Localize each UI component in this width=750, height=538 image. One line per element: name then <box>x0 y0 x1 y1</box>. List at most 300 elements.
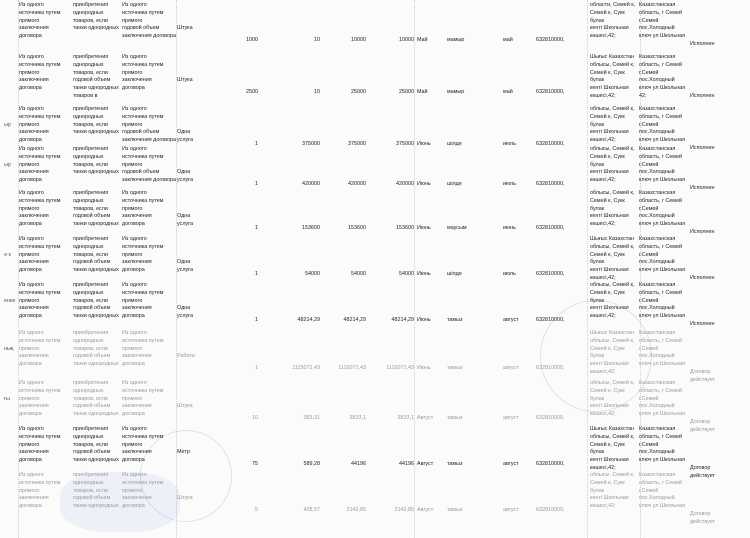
cell-addr <box>590 236 646 283</box>
cell-line: Казахстанская <box>639 236 676 242</box>
cell-unit <box>177 129 207 145</box>
cell-line: источника путем <box>19 243 61 250</box>
cell-line: Одна <box>177 213 191 220</box>
cell-mark: ыр <box>4 121 11 128</box>
cell-line: прямого <box>19 345 40 352</box>
cell-line: годовой объем <box>73 259 111 266</box>
cell-mark: енке <box>4 297 16 304</box>
cell-line: ключ ул Школьная <box>639 313 686 320</box>
cell-line: Семей к, Сукк <box>590 479 625 486</box>
cell-line: источника путем <box>19 153 61 160</box>
cell-line: Казахстанская <box>639 472 676 478</box>
cell-line: заключения <box>19 305 49 312</box>
cell-line: облысы, Семей к, <box>590 472 635 478</box>
cell-dest <box>639 282 697 321</box>
cell-line: Семей к, Сукк <box>590 441 625 448</box>
cell-line: область, г Семей <box>639 61 683 68</box>
cell-line: облысы, Семей к, <box>590 433 635 440</box>
cell-addr <box>590 2 646 41</box>
cell-line: годовой объем <box>122 169 160 176</box>
cell-line: облысы, Семей к, <box>590 106 635 112</box>
cell-line: приобретения <box>73 380 109 386</box>
cell-line: приобретения <box>73 282 109 288</box>
cell-line: источника путем <box>122 113 164 120</box>
cell-kato: 632810000, <box>536 37 565 43</box>
cell-line: көшесі,42; <box>590 503 616 510</box>
cell-line: пос.Холодный <box>639 77 675 84</box>
cell-src <box>19 190 73 229</box>
cell-line: прямого <box>122 345 143 352</box>
cell-line: область, г Семей <box>639 387 683 394</box>
cell-line: Шығыс Казахстан <box>590 236 635 242</box>
cell-line: товаров, если <box>73 121 108 128</box>
cell-basis <box>122 236 178 275</box>
cell-line: источника путем <box>122 197 164 204</box>
cell-unit <box>177 449 207 457</box>
cell-line: Из одного <box>19 190 44 196</box>
cell-line: Из одного <box>19 2 44 8</box>
cell-kato: 632810000, <box>536 461 565 467</box>
cell-line: ключ ул Школьная <box>639 85 686 92</box>
cell-line: прямого <box>19 251 40 258</box>
cell-line: договора <box>122 411 145 418</box>
cell-line: Семей к, Сукк <box>590 69 625 76</box>
cell-line: Договор <box>690 511 711 517</box>
cell-line: пос.Холодный <box>639 403 675 410</box>
cell-line: Штука <box>177 403 193 410</box>
cell-line: область, г Семей <box>639 9 683 16</box>
cell-line: Из одного <box>19 330 44 336</box>
cell-line: приобретения <box>73 190 109 196</box>
cell-line: прямого <box>19 205 40 212</box>
cell-line: заключения <box>19 495 49 502</box>
cell-line: Шығыс Казахстан <box>590 54 635 60</box>
cell-qty: 1 <box>255 271 258 277</box>
cell-line: көшесі,42; <box>590 137 616 144</box>
cell-line: товаров, если <box>73 487 108 494</box>
cell-line: приобретения <box>73 330 109 336</box>
cell-line: пос.Холодный <box>639 495 675 502</box>
cell-line: Договор <box>690 419 711 425</box>
cell-sum2: 420000 <box>396 181 414 187</box>
cell-sum2: 3833,1 <box>397 415 414 421</box>
cell-line: заключения <box>122 449 152 456</box>
cell-line: прямого <box>122 161 143 168</box>
cell-line: Семей к, Сукк <box>590 387 625 394</box>
cell-line: Казахстанская <box>639 54 676 60</box>
cell-line: кенті Школьная <box>590 85 629 92</box>
cell-m2: маусым <box>447 225 467 231</box>
cell-dest <box>639 54 697 101</box>
cell-line: прямого <box>19 121 40 128</box>
cell-line: источника путем <box>19 289 61 296</box>
cell-line: источника путем <box>122 289 164 296</box>
cell-dest <box>639 330 697 369</box>
cell-line: договора <box>19 33 42 40</box>
cell-line: заключения договора <box>122 33 176 40</box>
cell-line: Казахстанская <box>639 2 676 8</box>
cell-line: пос.Холодный <box>639 305 675 312</box>
cell-m2: шілде <box>447 271 462 277</box>
cell-unit <box>177 213 207 229</box>
cell-line: Одна <box>177 259 191 266</box>
cell-m2: шілде <box>447 141 462 147</box>
cell-src <box>19 146 73 185</box>
cell-line: Из одного <box>122 236 147 242</box>
cell-line: заключения <box>19 259 49 266</box>
cell-line: годовой объем <box>73 213 111 220</box>
cell-line: булак <box>590 121 605 128</box>
cell-line: договора <box>122 313 145 320</box>
cell-line: область, г Семей <box>639 243 683 250</box>
cell-desc <box>73 426 123 465</box>
cell-line: Исполнен <box>690 41 715 47</box>
cell-line: Из одного <box>122 380 147 386</box>
cell-line: договора <box>122 85 145 92</box>
cell-desc <box>73 146 123 177</box>
cell-kato: 632810000, <box>536 415 565 421</box>
cell-line: ключ ул Школьная <box>639 457 686 464</box>
cell-line: пос.Холодный <box>639 129 675 136</box>
cell-line: кенті Школьная <box>590 495 629 502</box>
cell-basis <box>122 54 178 93</box>
cell-line: Из одного <box>122 54 147 60</box>
cell-line: годовой объем <box>73 403 111 410</box>
cell-line: область, г Семей <box>639 433 683 440</box>
cell-line: булак <box>590 17 605 24</box>
cell-basis <box>122 146 178 185</box>
cell-line: көшесі,42; <box>590 313 616 320</box>
cell-line: көшесі,42; <box>590 92 616 99</box>
cell-line: Из одного <box>122 106 147 112</box>
cell-line: г.Семей <box>639 121 659 128</box>
cell-qty: 5 <box>255 507 258 513</box>
cell-line: ключ ул Школьная <box>639 137 686 144</box>
cell-line: заключения договора <box>122 177 176 184</box>
cell-line: договора <box>19 503 42 510</box>
cell-price: 1115071,43 <box>292 365 320 371</box>
cell-sum1: 3833,1 <box>349 415 366 421</box>
cell-src <box>19 426 73 465</box>
cell-unit <box>177 353 207 361</box>
cell-desc <box>73 190 123 229</box>
cell-sum1: 2142,85 <box>346 507 366 513</box>
cell-line: приобретения <box>73 54 109 60</box>
cell-dest <box>639 236 697 275</box>
cell-line: Из одного <box>122 426 147 432</box>
cell-addr <box>590 380 646 419</box>
cell-line: товаров, если <box>73 17 108 24</box>
cell-m3: август <box>503 365 519 371</box>
cell-desc <box>73 106 123 137</box>
cell-line: танки однородных <box>73 25 119 32</box>
cell-line: пос.Холодный <box>639 169 675 176</box>
cell-line: источника путем <box>19 433 61 440</box>
cell-line: источника путем <box>122 387 164 394</box>
cell-m2: тамыз <box>447 317 463 323</box>
cell-line: источника путем <box>122 337 164 344</box>
cell-line: көшесі,42; <box>590 221 616 228</box>
cell-line: договора <box>19 361 42 368</box>
cell-m3: июль <box>503 141 516 147</box>
cell-line: однородных <box>73 243 104 250</box>
cell-line: танки однородных <box>73 267 119 274</box>
cell-line: область, г Семей <box>639 289 683 296</box>
cell-line: облысы, Семей к, <box>590 282 635 288</box>
cell-line: Из одного <box>122 330 147 336</box>
cell-line: прямого <box>122 121 143 128</box>
cell-price: 54000 <box>305 271 320 277</box>
cell-line: Семей к, Сукк <box>590 289 625 296</box>
cell-line: танки однородных <box>73 129 119 136</box>
cell-line: кенті Школьная <box>590 457 629 464</box>
cell-line: г.Семей <box>639 17 659 24</box>
cell-line: Казахстанская <box>639 380 676 386</box>
cell-line: Из одного <box>19 54 44 60</box>
cell-price: 589,28 <box>303 461 320 467</box>
cell-line: приобретения <box>73 236 109 242</box>
cell-status <box>690 511 748 527</box>
cell-line: годовой объем <box>73 77 111 84</box>
cell-line: приобретения <box>73 146 109 152</box>
column-rule <box>587 0 588 538</box>
cell-line: однородных <box>73 433 104 440</box>
cell-kato: 632810000, <box>536 89 565 95</box>
cell-line: г.Семей <box>639 297 659 304</box>
cell-dest <box>639 472 697 511</box>
cell-line: Семей к, Сукк <box>590 153 625 160</box>
cell-price: 10 <box>314 37 320 43</box>
cell-line: действует <box>690 518 715 525</box>
cell-line: действует <box>690 472 715 479</box>
cell-qty: 1 <box>255 365 258 371</box>
cell-line: однородных <box>73 387 104 394</box>
cell-line: пос.Холодный <box>639 213 675 220</box>
cell-m1: Август <box>417 461 434 467</box>
cell-line: однородных <box>73 337 104 344</box>
cell-line: действует <box>690 376 715 383</box>
cell-line: Казахстанская <box>639 190 676 196</box>
cell-m3: июль <box>503 271 516 277</box>
cell-line: заключения <box>122 213 152 220</box>
cell-dest <box>639 106 697 145</box>
cell-status <box>690 465 748 481</box>
cell-line: Исполнен <box>690 93 715 99</box>
cell-line: танки однородных <box>73 85 119 92</box>
cell-line: договора <box>122 221 145 228</box>
cell-line: приобретения <box>73 106 109 112</box>
cell-line: заключения <box>19 449 49 456</box>
cell-m1: Май <box>417 37 428 43</box>
cell-status <box>690 275 748 283</box>
cell-line: однородных <box>73 197 104 204</box>
cell-basis <box>122 2 178 41</box>
cell-line: заключения <box>19 25 49 32</box>
cell-mark: нық <box>4 345 14 352</box>
cell-line: прямого <box>122 395 143 402</box>
cell-m2: тамыз <box>447 365 463 371</box>
cell-line: однородных <box>73 153 104 160</box>
cell-line: Казахстанская <box>639 106 676 112</box>
cell-line: г.Семей <box>639 69 659 76</box>
cell-line: пос.Холодный <box>639 25 675 32</box>
cell-line: товаров в <box>73 92 98 99</box>
cell-desc <box>73 282 123 321</box>
cell-line: Из одного <box>19 426 44 432</box>
cell-mark: ғы <box>4 395 10 402</box>
cell-line: область, г Семей <box>639 113 683 120</box>
cell-line: заключения <box>122 353 152 360</box>
cell-line: көшесі,42; <box>590 411 616 418</box>
cell-qty: 1 <box>255 225 258 231</box>
cell-line: область, г Семей <box>639 337 683 344</box>
cell-dest <box>639 380 697 419</box>
cell-sum1: 44196 <box>351 461 366 467</box>
cell-line: көшесі,42; <box>590 368 616 375</box>
cell-sum2: 54000 <box>399 271 414 277</box>
cell-status <box>690 93 748 101</box>
cell-m3: май <box>503 89 513 95</box>
cell-line: пос.Холодный <box>639 449 675 456</box>
cell-line: услуга <box>177 313 194 320</box>
cell-line: годовой объем <box>122 129 160 136</box>
cell-sum2: 375000 <box>396 141 414 147</box>
cell-line: кенті Школьная <box>590 129 629 136</box>
cell-line: договора <box>19 85 42 92</box>
cell-line: г.Семей <box>639 487 659 494</box>
cell-m1: Июнь <box>417 225 431 231</box>
cell-src <box>19 380 73 419</box>
cell-line: прямого <box>19 161 40 168</box>
cell-desc <box>73 380 123 419</box>
cell-kato: 632810000, <box>536 181 565 187</box>
cell-line: Из одного <box>19 472 44 478</box>
cell-desc <box>73 330 123 369</box>
cell-line: Штука <box>177 25 193 32</box>
cell-line: заключения <box>122 495 152 502</box>
cell-m2: тамыз <box>447 415 463 421</box>
cell-line: источника путем <box>122 9 164 16</box>
cell-line: облысы, Семей к, <box>590 146 635 152</box>
cell-kato: 632810000, <box>536 365 565 371</box>
cell-m3: август <box>503 507 519 513</box>
cell-status <box>690 419 748 435</box>
cell-dest <box>639 146 697 185</box>
cell-m1: Июнь <box>417 181 431 187</box>
cell-line: услуга <box>177 267 194 274</box>
cell-line: көшесі,42; <box>590 177 616 184</box>
cell-line: источника путем <box>19 197 61 204</box>
cell-line: заключения <box>122 259 152 266</box>
cell-line: договора <box>19 411 42 418</box>
cell-line: булак <box>590 297 605 304</box>
cell-line: Исполнен <box>690 321 715 327</box>
cell-line: годовой объем <box>122 25 160 32</box>
cell-sum1: 48214,29 <box>343 317 366 323</box>
cell-line: ключ ул Школьная <box>639 221 686 228</box>
cell-m3: июнь <box>503 225 516 231</box>
cell-line: однородных <box>73 61 104 68</box>
cell-status <box>690 145 748 153</box>
cell-line: услуга <box>177 221 194 228</box>
cell-basis <box>122 426 178 465</box>
cell-line: источника путем <box>19 387 61 394</box>
cell-line: заключения <box>19 353 49 360</box>
cell-m2: мамыр <box>447 89 465 95</box>
cell-qty: 1000 <box>246 37 258 43</box>
cell-sum1: 1115071,43 <box>338 365 366 371</box>
cell-sum2: 44196 <box>399 461 414 467</box>
cell-line: танки однородных <box>73 503 119 510</box>
cell-line: заключения договора <box>122 137 176 144</box>
cell-line: ключ ул Школьная <box>639 361 686 368</box>
cell-m1: Июнь <box>417 365 431 371</box>
cell-line: кенті Школьная <box>590 305 629 312</box>
cell-src <box>19 282 73 321</box>
cell-line: договора <box>122 267 145 274</box>
cell-addr <box>590 146 646 185</box>
cell-line: прямого <box>122 297 143 304</box>
cell-line: область, г Семей <box>639 197 683 204</box>
cell-line: Из одного <box>19 380 44 386</box>
cell-line: Договор <box>690 369 711 375</box>
cell-line: танки однородных <box>73 457 119 464</box>
cell-line: Из одного <box>122 472 147 478</box>
cell-line: Штука <box>177 77 193 84</box>
cell-line: г.Семей <box>639 345 659 352</box>
cell-line: прямого <box>19 297 40 304</box>
cell-line: приобретения <box>73 472 109 478</box>
cell-line: Исполнен <box>690 145 715 151</box>
cell-line: пос.Холодный <box>639 259 675 266</box>
cell-addr <box>590 426 646 473</box>
cell-m3: август <box>503 461 519 467</box>
cell-line: Семей к, Сукк <box>590 251 625 258</box>
cell-line: область, г Семей <box>639 479 683 486</box>
cell-line: однородных <box>73 479 104 486</box>
cell-qty: 2500 <box>246 89 258 95</box>
cell-status <box>690 185 748 193</box>
cell-m1: Июнь <box>417 317 431 323</box>
cell-unit <box>177 259 207 275</box>
cell-addr <box>590 282 646 321</box>
cell-line: договора <box>122 503 145 510</box>
cell-line: Из одного <box>19 146 44 152</box>
cell-line: прямого <box>19 441 40 448</box>
cell-sum1: 25000 <box>351 89 366 95</box>
cell-m3: июль <box>503 181 516 187</box>
cell-line: заключения <box>19 213 49 220</box>
cell-line: товаров, если <box>73 395 108 402</box>
cell-line: ключ ул Школьная <box>639 33 686 40</box>
cell-line: Из одного <box>19 282 44 288</box>
cell-price: 10 <box>314 89 320 95</box>
cell-line: заключения <box>122 77 152 84</box>
cell-line: танки однородных <box>73 221 119 228</box>
cell-line: Исполнен <box>690 229 715 235</box>
cell-line: булак <box>590 487 605 494</box>
cell-line: источника путем <box>122 61 164 68</box>
cell-line: облысы, Семей к, <box>590 61 635 68</box>
cell-unit <box>177 495 207 503</box>
cell-line: прямого <box>19 17 40 24</box>
cell-line: прямого <box>122 441 143 448</box>
cell-line: кенті Школьная <box>590 361 629 368</box>
cell-line: однородных <box>73 289 104 296</box>
cell-line: облысы, Семей к, <box>590 337 635 344</box>
cell-line: көшесі,42; <box>590 33 616 40</box>
cell-sum1: 375000 <box>348 141 366 147</box>
